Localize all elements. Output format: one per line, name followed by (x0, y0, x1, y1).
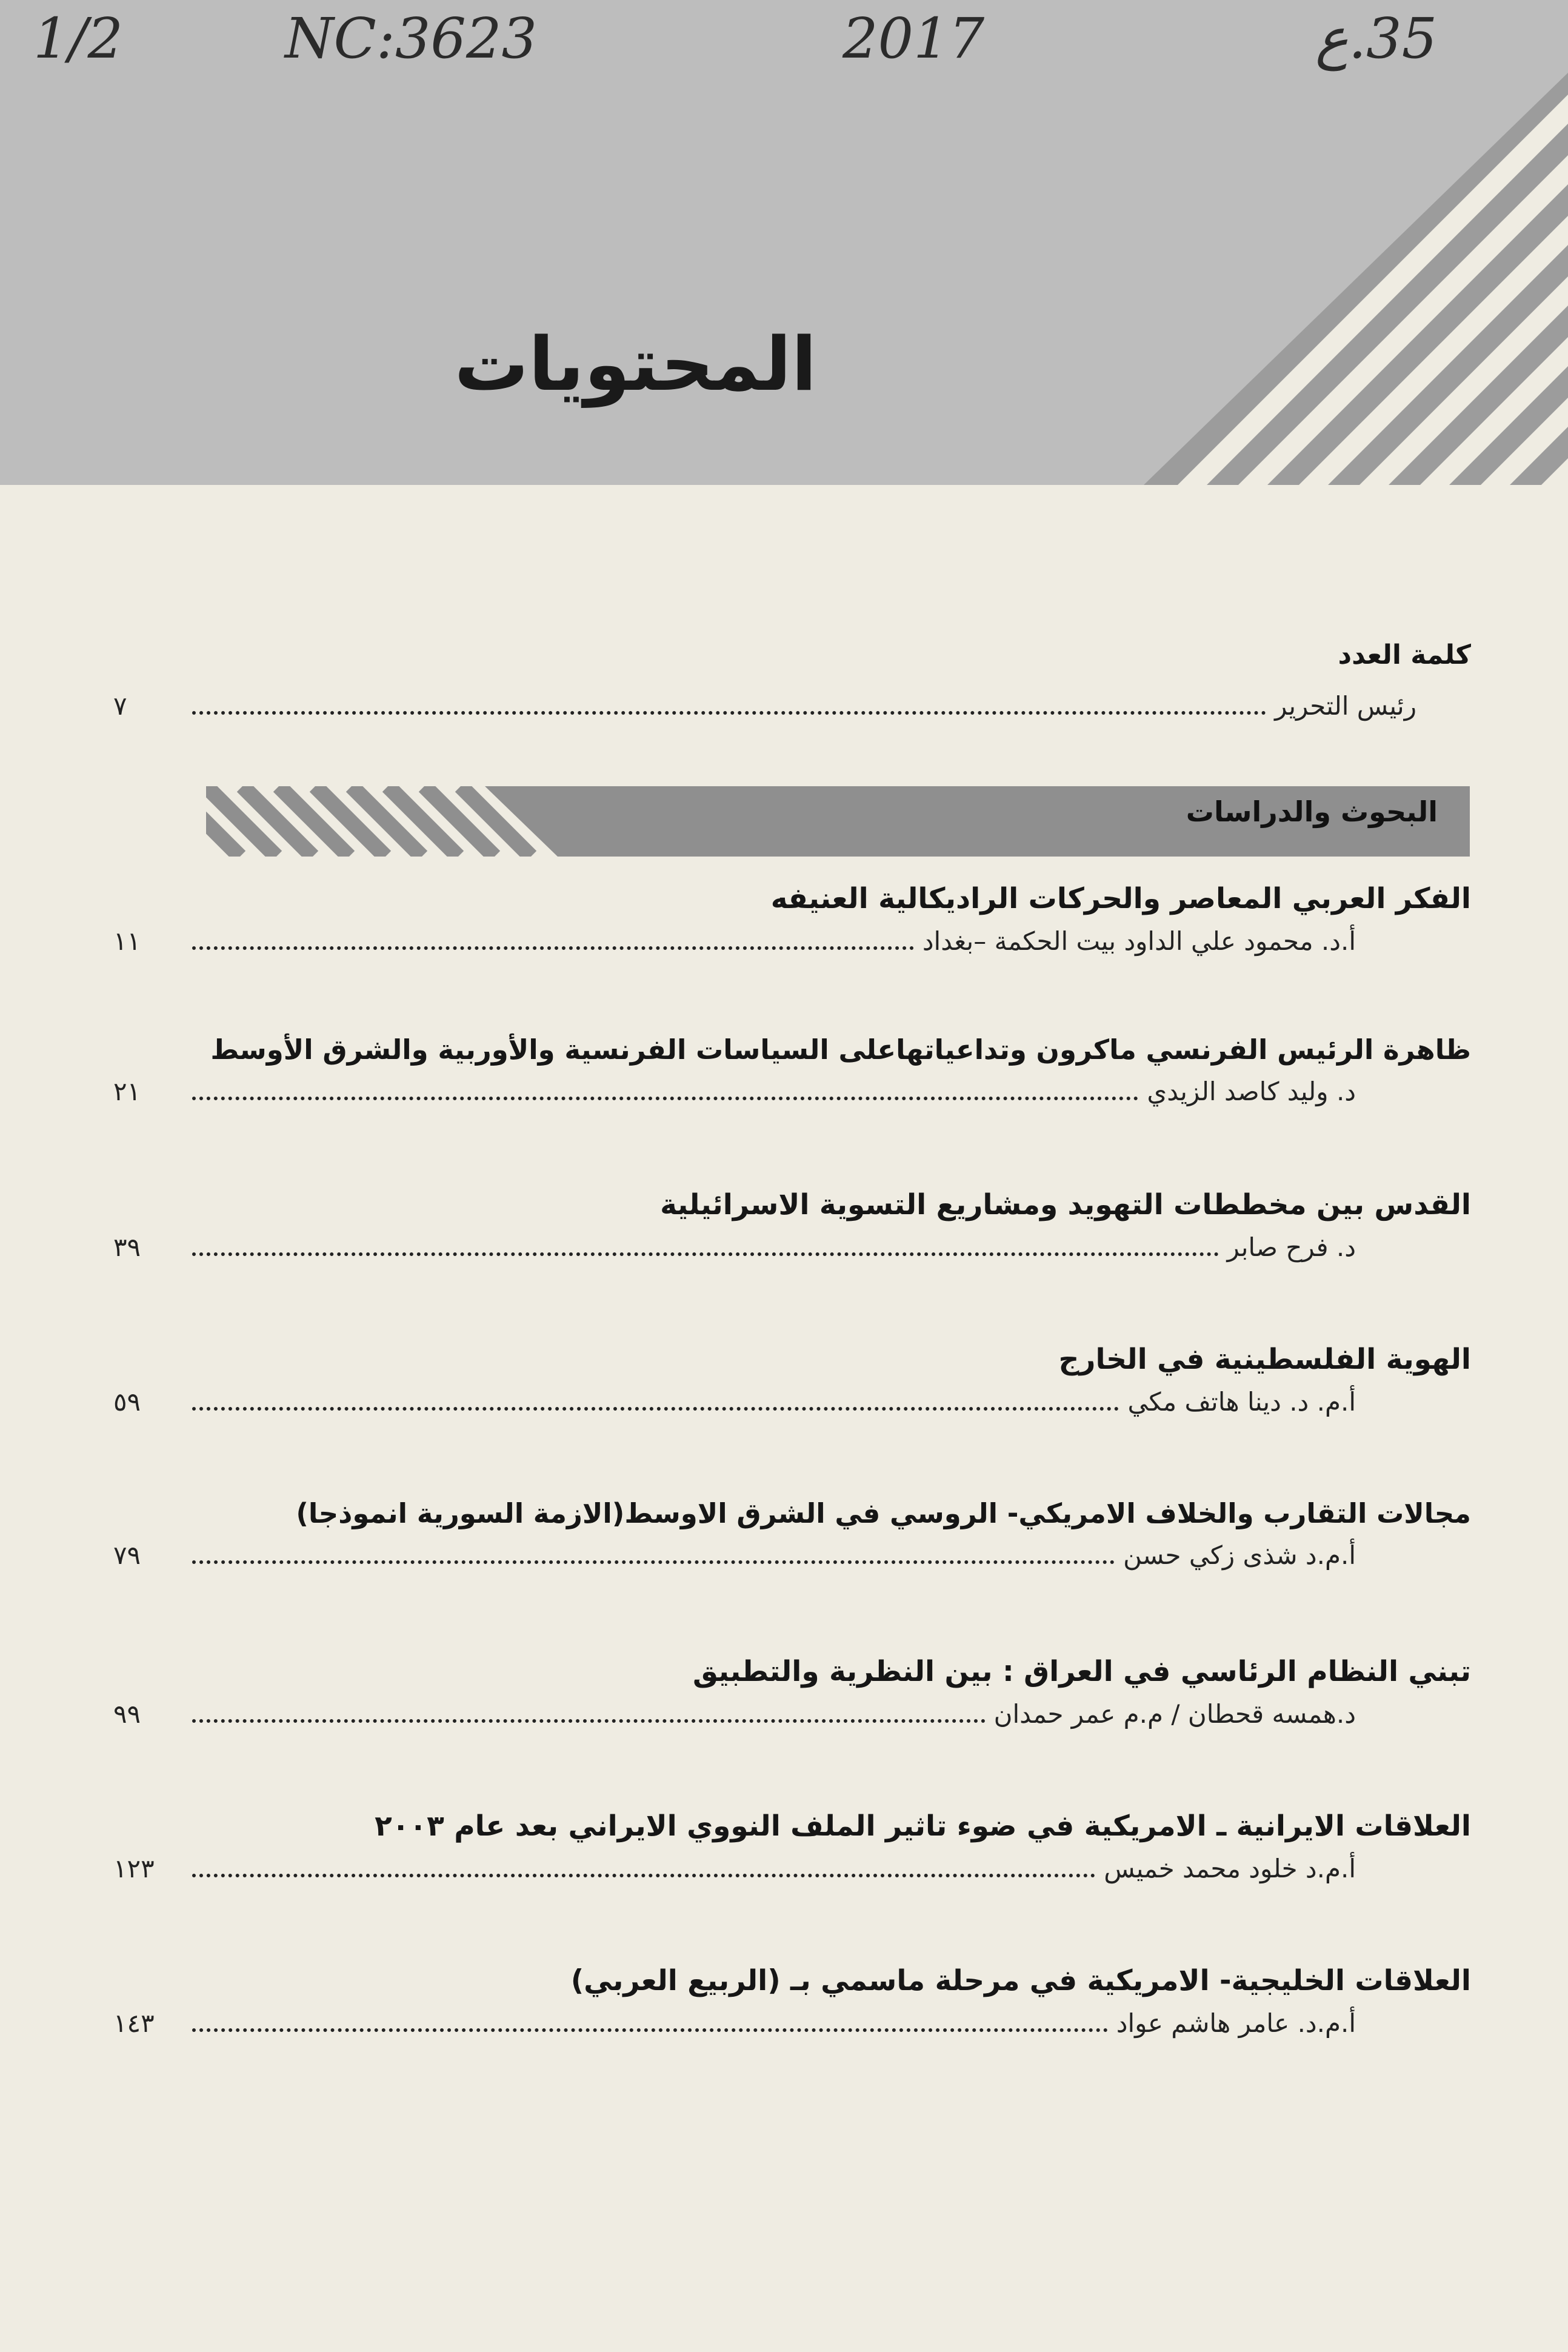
entry-line (113, 1077, 1471, 1106)
entry-line (113, 926, 1471, 956)
entry-title: العلاقات الخليجية- الامريكية في مرحلة ماسمي بـ (الربيع العربي) (570, 1964, 1471, 1997)
entry-line (113, 1387, 1471, 1417)
leader-dots (192, 1097, 1138, 1100)
leader-dots (192, 1407, 1119, 1411)
toc-entry[interactable] (113, 1188, 1471, 1262)
editorial-entry[interactable] (113, 680, 1471, 721)
entry-title: تبني النظام الرئاسي في العراق : بين النظرية والتطبيق (692, 1655, 1471, 1688)
leader-dots (192, 2028, 1108, 2032)
entry-author: أ.د. محمود علي الداود بيت الحكمة –بغداد (922, 926, 1356, 956)
header-stripes-decoration (1144, 73, 1568, 485)
entry-line (113, 1699, 1471, 1729)
page-title (0, 321, 1568, 407)
entry-page-number: ٧٩ (113, 1540, 141, 1570)
leader-dots (192, 1252, 1219, 1256)
entry-line (113, 1232, 1471, 1262)
toc-entry[interactable] (113, 882, 1471, 956)
entry-title: مجالات التقارب والخلاف الامريكي- الروسي في الشرق الاوسط(الازمة السورية انموذجا) (296, 1497, 1471, 1529)
page-title-text: المحتويات (454, 321, 817, 407)
entry-page-number: ١٤٣ (113, 2008, 155, 2038)
leader-dots (192, 711, 1266, 715)
handwritten-year: 2017 (842, 6, 985, 71)
entry-page-number: ٢١ (113, 1077, 141, 1106)
editorial-heading-label: كلمة العدد (1338, 640, 1471, 670)
entry-page-number: ١٢٣ (113, 1854, 155, 1883)
entry-title: القدس بين مخططات التهويد ومشاريع التسوية الاسرائيلية (660, 1188, 1471, 1221)
leader-dots (192, 1719, 986, 1723)
leader-dots (192, 1874, 1095, 1877)
entry-title: ظاهرة الرئيس الفرنسي ماكرون وتداعياتهاعلى السياسات الفرنسية والأوربية والشرق الأوسط (210, 1034, 1471, 1066)
research-section-heading: البحوث والدراسات (1186, 795, 1438, 828)
section-bar-stripes (206, 786, 558, 857)
entry-page-number: ١١ (113, 926, 141, 956)
entry-page-number: ٣٩ (113, 1232, 141, 1262)
toc-entry[interactable] (113, 1034, 1471, 1106)
editorial-author: رئيس التحرير (1275, 691, 1416, 721)
entry-line (113, 1540, 1471, 1570)
toc-entry[interactable] (113, 1497, 1471, 1570)
entry-author: أ.م.د. عامر هاشم عواد (1116, 2008, 1356, 2038)
entry-line (113, 1854, 1471, 1883)
editorial-line (113, 691, 1471, 721)
entry-page-number: ٩٩ (113, 1699, 141, 1729)
editorial-page-number: ٧ (113, 691, 127, 721)
entry-author: د. وليد كاصد الزيدي (1147, 1077, 1356, 1106)
entry-author: أ.م.د شذى زكي حسن (1123, 1540, 1356, 1570)
leader-dots (192, 946, 914, 950)
handwritten-left-mark: 1/2 (33, 6, 124, 71)
entry-line (113, 2008, 1471, 2038)
toc-entry[interactable] (113, 1343, 1471, 1417)
entry-page-number: ٥٩ (113, 1387, 141, 1417)
entry-title: الهوية الفلسطينية في الخارج (1058, 1343, 1471, 1376)
toc-entry[interactable] (113, 1964, 1471, 2038)
entry-title: العلاقات الايرانية ـ الامريكية في ضوء تاثير الملف النووي الايراني بعد عام ٢٠٠٣ (375, 1809, 1471, 1843)
leader-dots (192, 1560, 1115, 1564)
editorial-heading (1338, 640, 1471, 670)
toc-entry[interactable] (113, 1655, 1471, 1729)
toc-entry[interactable] (113, 1809, 1471, 1883)
entry-author: د.همسه قحطان / م.م عمر حمدان (993, 1699, 1356, 1729)
handwritten-issue: 35.ع (1315, 6, 1438, 71)
entry-author: أ.م.د خلود محمد خميس (1104, 1854, 1356, 1883)
entry-title: الفكر العربي المعاصر والحركات الراديكالية العنيفه (770, 882, 1471, 915)
handwritten-call-number: NC:3623 (285, 6, 538, 71)
entry-author: د. فرح صابر (1227, 1232, 1356, 1262)
entry-author: أ.م. د. دينا هاتف مكي (1127, 1387, 1356, 1417)
